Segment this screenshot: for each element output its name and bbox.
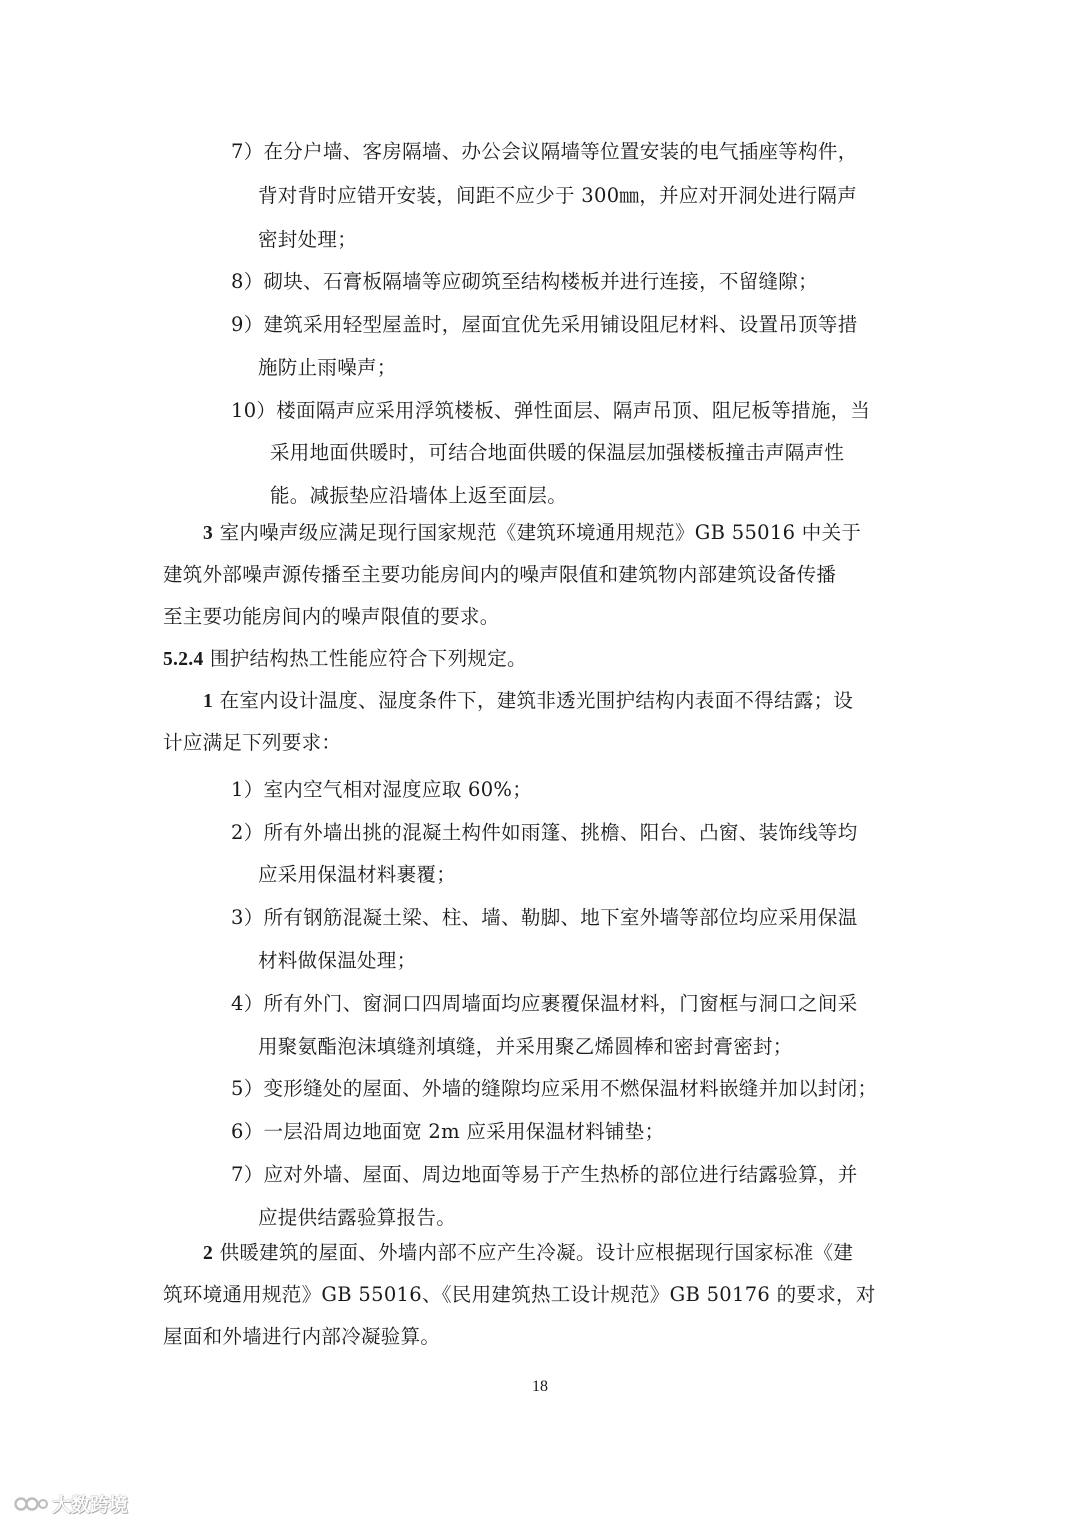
text-line: 2）所有外墙出挑的混凝土构件如雨篷、挑檐、阳台、凸窗、装饰线等均 bbox=[231, 821, 858, 844]
text-line: 9）建筑采用轻型屋盖时，屋面宜优先采用铺设阻尼材料、设置吊顶等措 bbox=[231, 313, 858, 336]
clause-text: 室内噪声级应满足现行国家规范《建筑环境通用规范》GB 55016 中关于 bbox=[219, 521, 862, 544]
clause-line bbox=[203, 686, 853, 716]
text-line: 施防止雨噪声； bbox=[258, 356, 397, 379]
text-line: 1）室内空气相对湿度应取 60%； bbox=[231, 778, 533, 801]
text-line: 8）砌块、石膏板隔墙等应砌筑至结构楼板并进行连接，不留缝隙； bbox=[231, 270, 818, 293]
text-line: 4）所有外门、窗洞口四周墙面均应裹覆保温材料，门窗框与洞口之间采 bbox=[231, 992, 858, 1015]
clause-number: 1 bbox=[203, 691, 214, 712]
section-number: 5.2.4 bbox=[163, 649, 204, 670]
text-line: 能。减振垫应沿墙体上返至面层。 bbox=[270, 484, 568, 507]
text-line: 7）在分户墙、客房隔墙、办公会议隔墙等位置安装的电气插座等构件， bbox=[231, 140, 858, 163]
text-line: 建筑外部噪声源传播至主要功能房间内的噪声限值和建筑物内部建筑设备传播 bbox=[163, 563, 837, 586]
text-line: 10）楼面隔声应采用浮筑楼板、弹性面层、隔声吊顶、阻尼板等措施，当 bbox=[231, 399, 871, 422]
text-line: 应采用保温材料裹覆； bbox=[258, 863, 457, 886]
clause-number: 3 bbox=[203, 523, 214, 544]
text-line: 计应满足下列要求： bbox=[163, 731, 342, 754]
page-number: 18 bbox=[532, 1378, 548, 1395]
text-line: 背对背时应错开安装，间距不应少于 300㎜，并应对开洞处进行隔声 bbox=[258, 184, 858, 207]
section-title: 围护结构热工性能应符合下列规定。 bbox=[210, 647, 527, 670]
watermark-logo-icon bbox=[14, 1492, 48, 1514]
clause-line bbox=[203, 518, 861, 548]
text-line: 屋面和外墙进行内部冷凝验算。 bbox=[163, 1325, 441, 1348]
text-line: 采用地面供暖时，可结合地面供暖的保温层加强楼板撞击声隔声性 bbox=[270, 441, 845, 464]
text-line: 应提供结露验算报告。 bbox=[258, 1206, 457, 1229]
section-heading bbox=[163, 644, 527, 674]
text-line: 至主要功能房间内的噪声限值的要求。 bbox=[163, 605, 500, 628]
text-line: 7）应对外墙、屋面、周边地面等易于产生热桥的部位进行结露验算，并 bbox=[231, 1163, 858, 1186]
clause-line bbox=[203, 1238, 853, 1268]
text-line: 3）所有钢筋混凝土梁、柱、墙、勒脚、地下室外墙等部位均应采用保温 bbox=[231, 906, 858, 929]
watermark-text: 大数跨境 bbox=[52, 1493, 129, 1516]
text-line: 5）变形缝处的屋面、外墙的缝隙均应采用不燃保温材料嵌缝并加以封闭； bbox=[231, 1077, 878, 1100]
clause-text: 供暖建筑的屋面、外墙内部不应产生冷凝。设计应根据现行国家标准《建 bbox=[219, 1241, 854, 1264]
text-line: 密封处理； bbox=[258, 228, 358, 251]
text-line: 材料做保温处理； bbox=[258, 949, 417, 972]
text-line: 用聚氨酯泡沫填缝剂填缝，并采用聚乙烯圆棒和密封膏密封； bbox=[258, 1035, 793, 1058]
clause-number: 2 bbox=[203, 1243, 214, 1264]
watermark bbox=[14, 1490, 128, 1516]
clause-text: 在室内设计温度、湿度条件下，建筑非透光围护结构内表面不得结露；设 bbox=[219, 689, 854, 712]
text-line: 6）一层沿周边地面宽 2m 应采用保温材料铺垫； bbox=[231, 1120, 665, 1143]
text-line: 筑环境通用规范》GB 55016、《民用建筑热工设计规范》GB 50176 的要求，对 bbox=[163, 1283, 876, 1306]
